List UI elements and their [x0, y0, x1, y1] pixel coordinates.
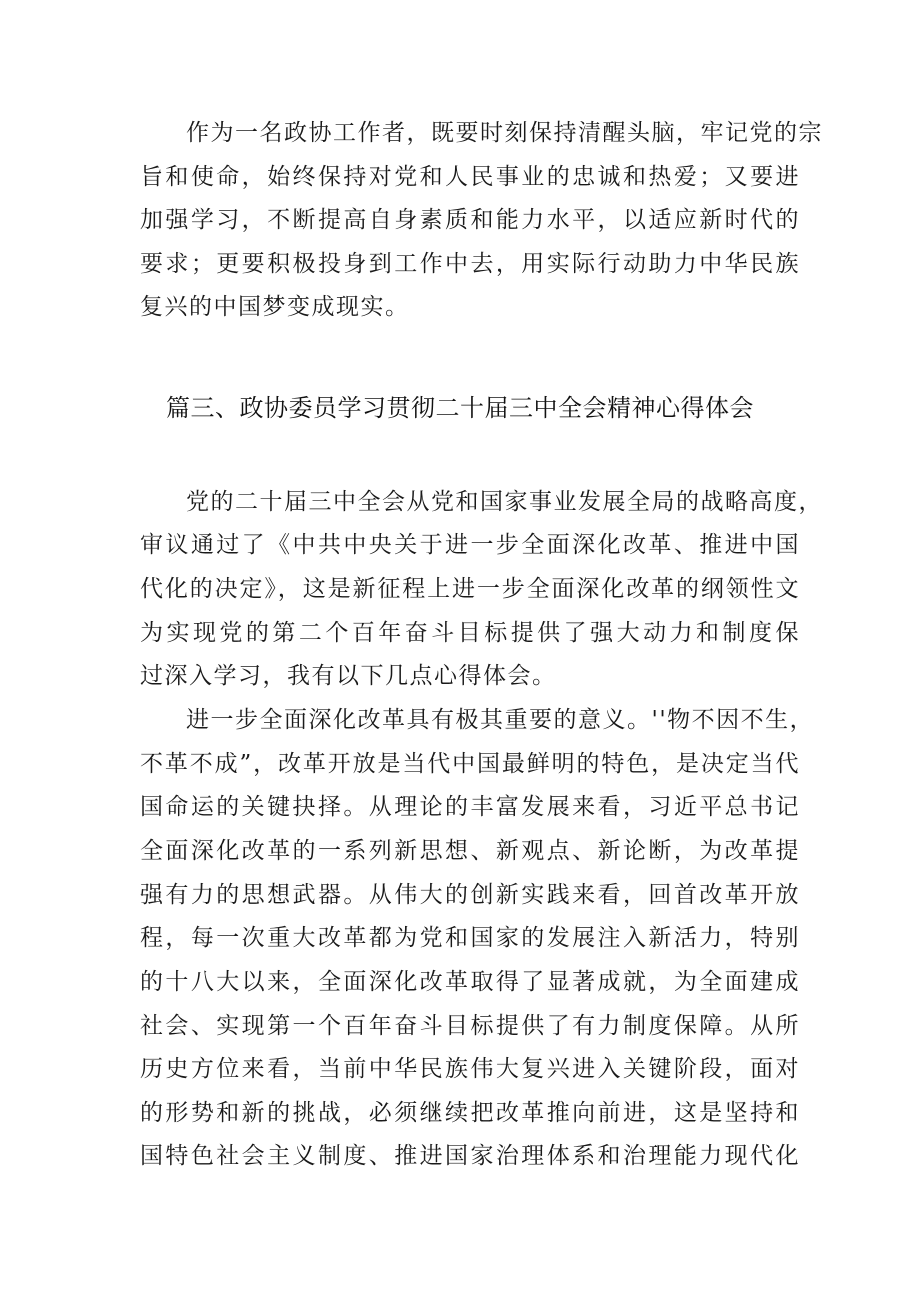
paragraph-line: 复兴的中国梦变成现实。 — [140, 294, 410, 320]
paragraph-line: 审议通过了《中共中央关于进一步全面深化改革、推进中国 — [140, 532, 800, 558]
paragraph-line: 进一步全面深化改革具有极其重要的意义。''物不因不生， — [186, 707, 815, 733]
paragraph-line: 全面深化改革的一系列新思想、新观点、新论断，为改革提 — [140, 838, 800, 864]
paragraph-line: 旨和使命，始终保持对党和人民事业的忠诚和热爱；又要进 — [140, 164, 800, 190]
paragraph-line: 党的二十届三中全会从党和国家事业发展全局的战略高度， — [186, 489, 823, 515]
paragraph-line: 的十八大以来，全面深化改革取得了显著成就，为全面建成 — [140, 969, 800, 995]
paragraph-line: 加强学习，不断提高自身素质和能力水平，以适应新时代的 — [140, 207, 800, 233]
paragraph-line: 代化的决定》，这是新征程上进一步全面深化改革的纲领性文 — [140, 576, 800, 602]
paragraph-line: 社会、实现第一个百年奋斗目标提供了有力制度保障。从所 — [140, 1013, 800, 1039]
paragraph-line: 过深入学习，我有以下几点心得体会。 — [140, 663, 557, 689]
paragraph-line: 的形势和新的挑战，必须继续把改革推向前进，这是坚持和 — [140, 1100, 800, 1126]
paragraph-line: 为实现党的第二个百年奋斗目标提供了强大动力和制度保 — [140, 620, 800, 646]
paragraph-line: 强有力的思想武器。从伟大的创新实践来看，回首改革开放 — [140, 882, 800, 908]
paragraph-line: 国命运的关键抉择。从理论的丰富发展来看，习近平总书记 — [140, 794, 800, 820]
paragraph-line: 作为一名政协工作者，既要时刻保持清醒头脑，牢记党的宗 — [186, 120, 823, 146]
paragraph-line: 程，每一次重大改革都为党和国家的发展注入新活力，特别 — [140, 925, 800, 951]
paragraph-line: 要求；更要积极投身到工作中去，用实际行动助力中华民族 — [140, 251, 800, 277]
paragraph-line: 不革不成”，改革开放是当代中国最鲜明的特色，是决定当代 — [140, 751, 800, 777]
section-heading: 篇三、政协委员学习贯彻二十届三中全会精神心得体会 — [166, 394, 754, 422]
paragraph-line: 国特色社会主义制度、推进国家治理体系和治理能力现代化 — [140, 1143, 800, 1169]
paragraph-line: 历史方位来看，当前中华民族伟大复兴进入关键阶段，面对 — [140, 1056, 800, 1082]
